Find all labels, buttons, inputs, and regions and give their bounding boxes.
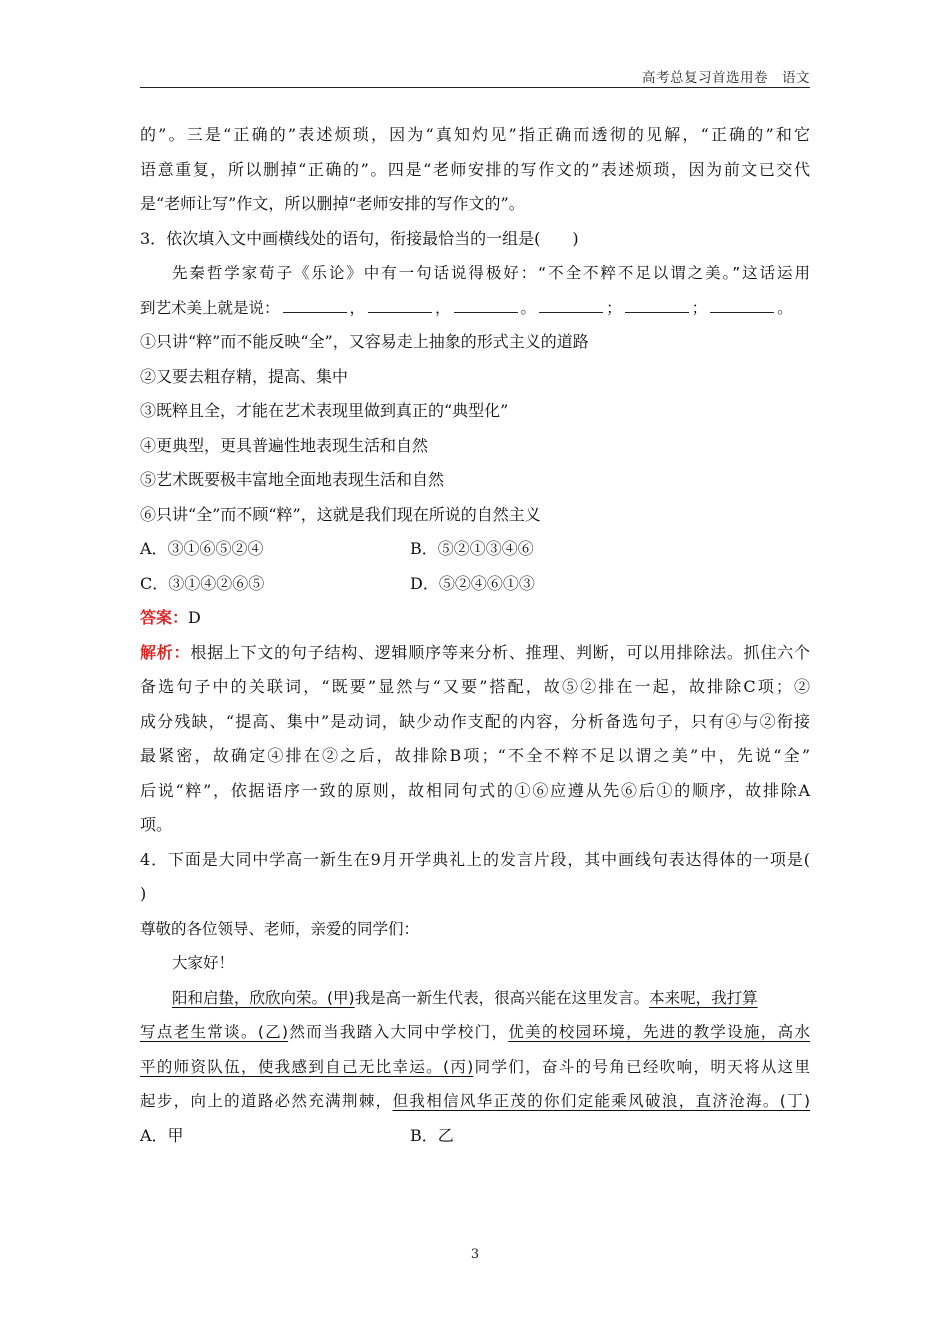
punct: ； <box>691 298 708 317</box>
q3-passage-line <box>140 291 810 326</box>
fill-blank <box>539 298 603 313</box>
q3-analysis-line <box>140 636 810 671</box>
option-b[interactable]: B．⑤②①③④⑥ <box>410 539 534 558</box>
q3-item: ③既粹且全，才能在艺术表现里做到真正的“典型化” <box>140 401 509 420</box>
q4-stem: ) <box>140 884 147 903</box>
speech-text: 我是高一新生代表，很高兴能在这里发言。 <box>354 988 650 1007</box>
q4-speech-line <box>140 1084 810 1119</box>
speech-text: 同学们，奋斗的号角已经吹响，明天将从这里 <box>473 1057 810 1076</box>
punct: 。 <box>520 298 537 317</box>
q3-options-row <box>140 532 810 567</box>
underlined-sentence-ding: 但我相信风华正茂的你们定能乘风破浪，直济沧海。(丁) <box>392 1092 810 1110</box>
q3-item: ②又要去粗存精，提高、集中 <box>140 366 349 386</box>
running-header: 高考总复习首选用卷 语文 <box>642 70 810 86</box>
q3-answer <box>140 601 810 636</box>
prev-text-line: 是“老师让写”作文，所以删掉“老师安排的写作文的”。 <box>140 194 525 213</box>
speech-text: 起步，向上的道路必然充满荆棘， <box>140 1092 393 1110</box>
analysis-label: 解析： <box>140 642 191 662</box>
fill-blank <box>368 298 432 313</box>
analysis-text: 根据上下文的句子结构、逻辑顺序等来分析、推理、判断，可以用排除法。抓住六个 <box>190 642 810 662</box>
q4-speech-line <box>140 1015 810 1050</box>
q4-speech-line <box>140 981 810 1016</box>
q3-analysis-line: 后说“粹”，依据语序一致的原则，故相同句式的①⑥应遵从先⑥后①的顺序，故排除A <box>140 780 810 800</box>
q4-stem: 4．下面是大同中学高一新生在9月开学典礼上的发言片段，其中画线句表达得体的一项是( <box>140 849 810 869</box>
underlined-sentence-yi: 写点老生常谈。(乙) <box>140 1023 289 1041</box>
speech-text: 然而当我踏入大同中学校门， <box>288 1023 509 1041</box>
q3-analysis-line: 备选句子中的关联词，“既要”显然与“又要”搭配，故⑤②排在一起，故排除C项；② <box>140 677 810 696</box>
answer-value: D <box>188 608 201 627</box>
punct: ， <box>435 298 451 317</box>
q3-analysis-line: 成分残缺，“提高、集中”是动词，缺少动作支配的内容，分析备选句子，只有④与②衔接 <box>140 711 810 731</box>
q3-passage-line: 先秦哲学家荀子《乐论》中有一句话说得极好：“不全不粹不足以谓之美。”这话运用 <box>172 264 810 282</box>
q3-analysis-line: 最紧密，故确定④排在②之后，故排除B项；“不全不粹不足以谓之美”中，先说“全” <box>140 746 810 765</box>
q3-item: ⑥只讲“全”而不顾“粹”，这就是我们现在所说的自然主义 <box>140 504 541 524</box>
q3-item: ④更典型，更具普遍性地表现生活和自然 <box>140 435 429 455</box>
prev-text-line: 语意重复，所以删掉“正确的”。四是“老师安排的写作文的”表述烦琐，因为前文已交代 <box>140 159 810 179</box>
punct: ， <box>349 298 366 317</box>
q3-options-row <box>140 567 810 602</box>
q3-item: ①只讲“粹”而不能反映“全”，又容易走上抽象的形式主义的道路 <box>140 332 589 351</box>
header-rule <box>140 87 810 88</box>
option-b[interactable]: B．乙 <box>410 1125 454 1145</box>
q4-options-row <box>140 1119 810 1154</box>
underlined-sentence-jia: 阳和启蛰，欣欣向荣。(甲) <box>172 988 355 1007</box>
option-a[interactable]: A．甲 <box>140 1125 184 1145</box>
q4-hello: 大家好！ <box>172 954 235 972</box>
fill-blank <box>283 298 347 313</box>
q3-analysis-line: 项。 <box>140 815 173 834</box>
q4-greeting: 尊敬的各位领导、老师，亲爱的同学们： <box>140 919 420 938</box>
page-number: 3 <box>470 1247 480 1262</box>
option-c[interactable]: C．③①④②⑥⑤ <box>140 573 265 593</box>
q3-item: ⑤艺术既要极丰富地全面地表现生活和自然 <box>140 470 445 489</box>
underlined-sentence-bing: 平的师资队伍，使我感到自己无比幸运。(丙) <box>140 1057 474 1076</box>
prev-text-line: 的”。三是“正确的”表述烦琐，因为“真知灼见”指正确而透彻的见解，“正确的”和它 <box>140 125 810 144</box>
page-content <box>140 118 810 1153</box>
option-a[interactable]: A．③①⑥⑤②④ <box>140 539 264 558</box>
punct: ； <box>606 298 622 317</box>
underlined-sentence-yi: 本来呢，我打算 <box>649 988 758 1007</box>
q4-speech-line <box>140 1050 810 1085</box>
option-d[interactable]: D．⑤②④⑥①③ <box>410 573 535 593</box>
answer-label: 答案： <box>140 608 189 627</box>
q3-passage-prefix: 到艺术美上就是说： <box>140 298 280 317</box>
underlined-sentence-bing: 优美的校园环境，先进的教学设施，高水 <box>508 1023 810 1041</box>
fill-blank <box>710 298 774 313</box>
punct: 。 <box>777 298 793 317</box>
q3-stem: 3．依次填入文中画横线处的语句，衔接最恰当的一组是( ) <box>140 228 579 248</box>
fill-blank <box>454 298 518 313</box>
fill-blank <box>625 298 689 313</box>
